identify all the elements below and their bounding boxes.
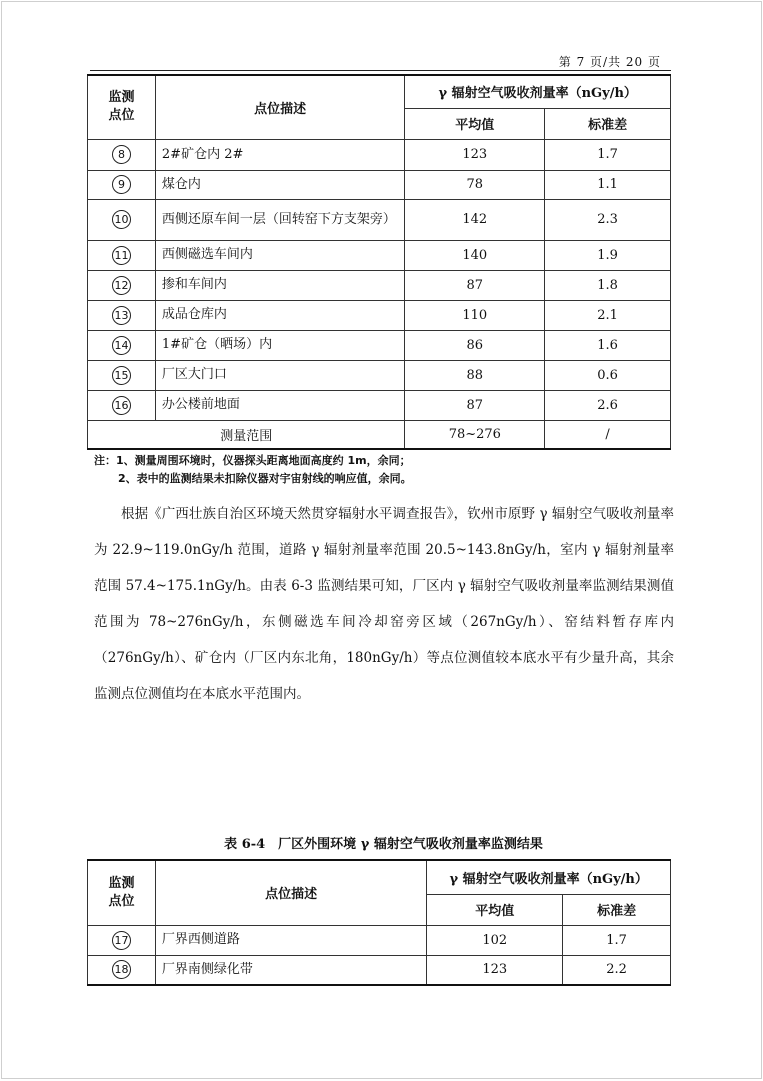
- radiation-table-inside: [87, 74, 671, 450]
- table-row: [88, 925, 671, 955]
- col-header-point: 监测 点位: [88, 75, 156, 139]
- col-header-mean: 平均值: [427, 894, 563, 925]
- std-value: 2.1: [545, 300, 671, 330]
- std-value: 2.6: [545, 390, 671, 420]
- header-rule: [90, 70, 671, 71]
- std-value: 1.6: [545, 330, 671, 360]
- range-std: /: [545, 420, 671, 449]
- radiation-table-outside: [87, 859, 671, 986]
- std-value: 1.7: [563, 925, 671, 955]
- point-number: 10: [112, 210, 131, 229]
- table-row: [88, 240, 671, 270]
- mean-value: 88: [405, 360, 545, 390]
- point-number: 18: [112, 960, 131, 979]
- point-description: 西侧磁选车间内: [155, 240, 405, 270]
- col-header-desc: 点位描述: [155, 860, 426, 925]
- mean-value: 87: [405, 270, 545, 300]
- table-row: [88, 360, 671, 390]
- range-row: [88, 420, 671, 449]
- note-2: 2、表中的监测结果未扣除仪器对宇宙射线的响应值，余同。: [118, 472, 412, 485]
- mean-value: 140: [405, 240, 545, 270]
- point-description: 厂界西侧道路: [155, 925, 426, 955]
- point-number: 8: [112, 145, 131, 164]
- page-number: 第 7 页/共 20 页: [558, 55, 661, 69]
- point-number: 11: [112, 246, 131, 265]
- point-description: 1#矿仓（晒场）内: [155, 330, 405, 360]
- point-description: 西侧还原车间一层（回转窑下方支架旁）: [155, 199, 405, 240]
- table-row: [88, 139, 671, 170]
- point-number: 13: [112, 306, 131, 325]
- col-header-dose-rate: γ 辐射空气吸收剂量率（nGy/h）: [427, 860, 671, 894]
- document-page: [1, 1, 762, 1079]
- range-value: 78~276: [405, 420, 545, 449]
- point-number: 16: [112, 396, 131, 415]
- col-header-mean: 平均值: [405, 108, 545, 139]
- mean-value: 123: [405, 139, 545, 170]
- table-row: [88, 270, 671, 300]
- col-header-point: 监测 点位: [88, 860, 156, 925]
- std-value: 2.3: [545, 199, 671, 240]
- std-value: 1.1: [545, 170, 671, 199]
- body-paragraph: [94, 496, 674, 712]
- col-header-dose-rate: γ 辐射空气吸收剂量率（nGy/h）: [405, 75, 671, 108]
- std-value: 1.9: [545, 240, 671, 270]
- point-number: 14: [112, 336, 131, 355]
- point-description: 2#矿仓内 2#: [155, 139, 405, 170]
- point-description: 厂界南侧绿化带: [155, 955, 426, 985]
- mean-value: 86: [405, 330, 545, 360]
- table-row: [88, 199, 671, 240]
- table-row: [88, 330, 671, 360]
- table-row: [88, 955, 671, 985]
- mean-value: 78: [405, 170, 545, 199]
- col-header-std: 标准差: [563, 894, 671, 925]
- table-caption: 表 6-4 厂区外围环境 γ 辐射空气吸收剂量率监测结果: [224, 837, 543, 852]
- table1-body: [88, 139, 671, 449]
- point-description: 办公楼前地面: [155, 390, 405, 420]
- mean-value: 142: [405, 199, 545, 240]
- note-1: 注：1、测量周围环境时，仪器探头距离地面高度约 1m，余同；: [94, 454, 411, 467]
- point-number: 9: [112, 175, 131, 194]
- mean-value: 102: [427, 925, 563, 955]
- point-description: 成品仓库内: [155, 300, 405, 330]
- table-row: [88, 170, 671, 199]
- std-value: 0.6: [545, 360, 671, 390]
- point-description: 煤仓内: [155, 170, 405, 199]
- std-value: 2.2: [563, 955, 671, 985]
- point-number: 12: [112, 276, 131, 295]
- col-header-desc: 点位描述: [155, 75, 405, 139]
- point-description: 厂区大门口: [155, 360, 405, 390]
- std-value: 1.8: [545, 270, 671, 300]
- table-notes: [94, 452, 412, 488]
- point-number: 17: [112, 931, 131, 950]
- mean-value: 87: [405, 390, 545, 420]
- range-label: 测量范围: [88, 420, 405, 449]
- std-value: 1.7: [545, 139, 671, 170]
- table-row: [88, 300, 671, 330]
- table2-body: [88, 925, 671, 985]
- point-number: 15: [112, 366, 131, 385]
- mean-value: 110: [405, 300, 545, 330]
- col-header-std: 标准差: [545, 108, 671, 139]
- mean-value: 123: [427, 955, 563, 985]
- paragraph-text: 根据《广西壮族自治区环境天然贯穿辐射水平调查报告》，钦州市原野 γ 辐射空气吸收剂量率为 22.9~119.0nGy/h 范围，道路 γ 辐射剂量率范围 20.5~143.8nGy/h，室内 γ 辐射剂量率范围 57.4~175.1nGy/h。由表 6-3 监测结果可知，厂区内 γ 辐射空气吸收剂量率监测结果测值范围为 78~276nGy/h，东侧磁选车间冷却窑旁区域（267nGy/h）、窑结料暂存库内（276nGy/h）、矿仓内（厂区内东北角，180nGy/h）等点位测值较本底水平有少量升高，其余监测点位测值均在本底水平范围内。: [94, 506, 674, 702]
- point-description: 掺和车间内: [155, 270, 405, 300]
- table-row: [88, 390, 671, 420]
